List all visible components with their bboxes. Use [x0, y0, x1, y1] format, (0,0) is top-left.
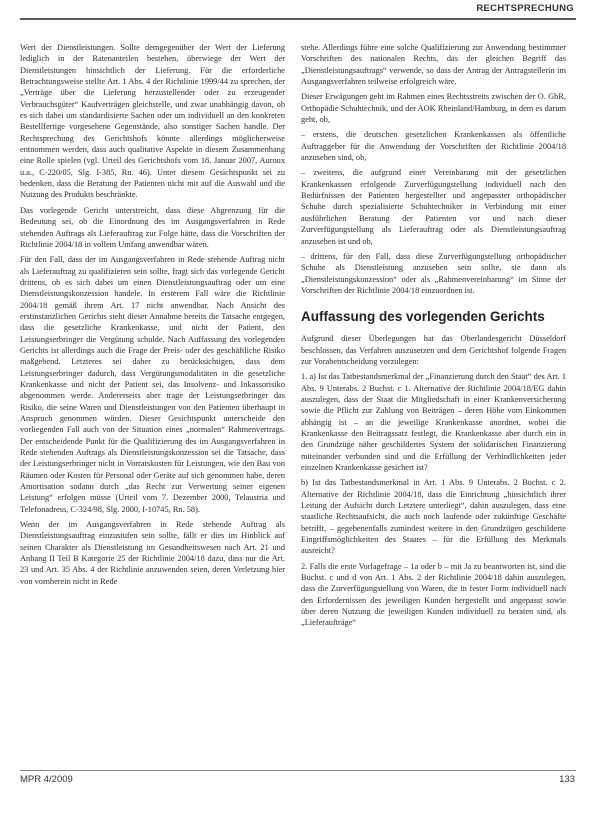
- paragraph: Aufgrund dieser Überlegungen hat das Oberlandesgericht Düsseldorf beschlossen, das Verfahren auszusetzen und dem Gerichtshof folgende Fragen zur Vorabentscheidung vorzulegen:: [301, 334, 566, 366]
- paragraph: Das vorlegende Gericht unterstreicht, dass diese Abgrenzung für die Bedeutung sei, ob die Einordnung des im Ausgangsverfahren in Rede stehenden Auftrags als Lieferauftrag zur Folge hätte, dass die Vorschriften der Richtlinie 2004/18 in vollem Umfang anwendbar wären.: [20, 205, 285, 249]
- right-column: [301, 42, 566, 633]
- paragraph: Wenn der im Ausgangsverfahren in Rede stehende Auftrag als Dienstleistungsauftrag einzustufen sein sollte, fällt er dies im Hinblick auf seinen Charakter als Dienstleistung im Gesundheitswesen nach Art. 21 und Anhang II Teil B Kategorie 25 der Richtlinie 2004/18 dazu, dass nur die Art. 23 und Art. 35 Abs. 4 der Richtlinie anzuwenden seien, deren Verletzung hier von vornherein nicht in Rede: [20, 520, 285, 586]
- list-item: – erstens, die deutschen gesetzlichen Krankenkassen als öffentliche Auftraggeber für die Anwendung der Vorschriften der Richtlinie 2004/18 anzusehen sind, ob,: [301, 130, 566, 163]
- list-item: – drittens, für den Fall, dass diese Zurverfügungstellung orthopädischer Schuhe als Dienstleistung anzusehen sein sollte, sie dann als „Dienstleistungskonzession“ oder als „Rahmenvereinbarung“ im Sinne der Vorschriften der Richtlinie 2004/18 einzuordnen ist.: [301, 251, 566, 295]
- section-heading: Auffassung des vorlegenden Gerichts: [301, 309, 545, 325]
- question: b) Ist das Tatbestandsmerkmal in Art. 1 Abs. 9 Unterabs. 2 Buchst. c 2. Alternative der Richtlinie 2004/18, dass die Einrichtung „hinsichtlich ihrer Leitung der Aufsicht durch Letztere unterliegt“, dahin auszulegen, dass eine staatliche Rechtsaufsicht, die auch noch laufende oder zukünftige Geschäfte betrifft, – gegebenenfalls zumindest weitere in den Grundzügen geschilderte Eingriffsmöglichkeiten des Staates – für die Erfüllung des Merkmals ausreicht?: [301, 478, 566, 556]
- page-number: 133: [559, 774, 575, 785]
- question: 2. Falls die erste Vorlagefrage – 1a oder b – mit Ja zu beantworten ist, sind die Buchst. c und d von Art. 1 Abs. 2 der Richtlinie 2004/18 dahin auszulegen, dass die Zurverfügungstellung von Waren, die in fester Form individuell nach den Erfordernissen des jeweiligen Kunden hergestellt und angepasst sowie über deren Nutzung die jeweiligen Kunden individuell zu beraten sind, als „Lieferaufträge“: [301, 561, 566, 628]
- header-rule: [20, 18, 576, 20]
- paragraph: stehe. Allerdings führe eine solche Qualifizierung zur Anwendung bestimmter Vorschriften des nationalen Rechts, das der gleichen Begriff das „Dienstleistungsauftrags“ verwende, so dass der Antrag der Antragstellerin im Ausgangsverfahren teilweise erfolgreich wäre.: [301, 43, 566, 87]
- paragraph: Wert der Dienstleistungen. Sollte demgegenüber der Wert der Lieferung lediglich in der Ratenanteilen bestehen, überwiege der Wert der Dienstleistungen hinsichtlich der Lieferung. Für die erforderliche Betrachtungsweise stellte Art. 1 Abs. 4 der Richtlinie 1999/44 zu sprechen, der „Verträge über die Lieferung herzustellender oder zu erzeugender Verbrauchsgüter“ Kaufverträgen gleichstelle, und zwar unabhängig davon, ob es sich dabei um standardisierte Sachen oder um individuell an den konkreten Bestellfertige vorgesehene Gegenstände, also sonstiger Sachen handle. Der Rechtsprechung des Gerichtshofs könnte allerdings möglicherweise entnommen werden, dass auch qualitative Aspekte in diesem Zusammenhang eine Rolle spielen (vgl. Urteil des Gerichtshofs vom 18. Januar 2007, Auroux u.a., C-220/05, Slg. I-385, Rn. 46). Unter diesem Gesichtspunkt sei zu bedenken, dass die Beratung der Patienten nicht mit auf die Auswahl und die Nutzung des Produkts beschränkte.: [20, 43, 285, 200]
- journal-citation: MPR 4/2009: [20, 774, 73, 785]
- question: 1. a) Ist das Tatbestandsmerkmal der „Finanzierung durch den Staat“ des Art. 1 Abs. 9 Unterabs. 2 Buchst. c 1. Alternative der Richtlinie 2004/18/EG dahin auszulegen, dass der Staat die Mitgliedschaft in einer Krankenversicherung sowie die Pflicht zur Zahlung von Beiträgen – deren Höhe vom Einkommen abhängig ist – an die jeweilige Krankenkasse anordnet, wobei die Krankenkasse den Beitragssatz festlegt, die Krankenkasse aber durch ein in den Grundzüge näher geschildertes System der solidarischen Finanzierung miteinander verbunden sind und die Erfüllung der Verbindlichkeiten jeder einzelnen Krankenkasse gesichert ist?: [301, 372, 566, 472]
- paragraph: Dieser Erwägungen geht im Rahmen eines Rechtsstreits zwischen der O. GbR, Orthopädie Schuhtechnik, und der AOK Rheinland/Hamburg, in dem es darum geht, ob,: [301, 92, 566, 125]
- footer-rule: [20, 770, 576, 771]
- section-label: RECHTSPRECHUNG: [476, 3, 574, 14]
- paragraph: Für den Fall, dass der im Ausgangsverfahren in Rede stehende Auftrag nicht als Lieferauftrag zu qualifizieren sein sollte, fragt sich das vorlegende Gericht drittens, ob es sich dabei um einen Dienstleistungsauftrag oder um eine Dienstleistungskonzession handele. In ersterem Fall wäre die Richtlinie 2004/18 gemäß ihrem Art. 17 nicht anwendbar. Nach Ansicht des erstinstanzlichen Gerichts steht dieser Annahme bereits die Tatsache entgegen, dass die gesetzliche Krankenkasse, und nicht der Patient, den Leistungserbringer die Vergütung schulde. Nach Auffassung des vorlegenden Gerichts ist allerdings auch die Frage der Preis- oder des geschäftliche Risiko maßgebend. Letzteres sei daher zu berücksichtigen, dass dem Leistungserbringer dadurch, dass Vergütungsmodalitäten in die gesetzliche Krankenkasse und nicht der Patient sei, das Insolvenz- und Inkassorisiko abgenommen werde. Andererseits aber trage der Leistungserbringer das Risiko, die seine Waren und Dienstleistungen von den Patienten überhaupt in Anspruch genommen würden. Dieser Gesichtspunkt unterscheide den vorliegenden Fall auch von der Situation eines „normalen“ Rahmenvertrags. Der entscheidende Punkt für die Qualifizierung des im Ausgangsverfahren in Rede stehenden Auftrags als Dienstleistungskonzession sei die Tatsache, dass der Leistungserbringer nicht in Vorratskosten für Leistungen, wie den Bau von Räumen oder Kosten für Personal oder Geräte auf sich genommen habe, deren Amortisation sodann durch „das Recht zur Verwertung seiner eigenen Leistung“ erfolgen müsse (Urteil vom 7. Dezember 2000, Telaustria und Telefonadress, C-324/98, Slg. 2000, I-10745, Rn. 58).: [20, 255, 285, 514]
- list-item: – zweitens, die aufgrund einer Vereinbarung mit der gesetzlichen Krankenkassen erfolgende Zurverfügungstellung individuell nach den Bedürfnissen der Patienten hergestellter und angepasster orthopädischer Schuhe durch spezialisierte Schuhtechniker in Verbindung mit einer ausführlichen Beratung der Patienten vor und nach dieser Zurverfügungstellung als Lieferauftrag oder als Dienstleistungsauftrag anzusehen ist und ob,: [301, 168, 566, 246]
- left-column: [20, 42, 285, 591]
